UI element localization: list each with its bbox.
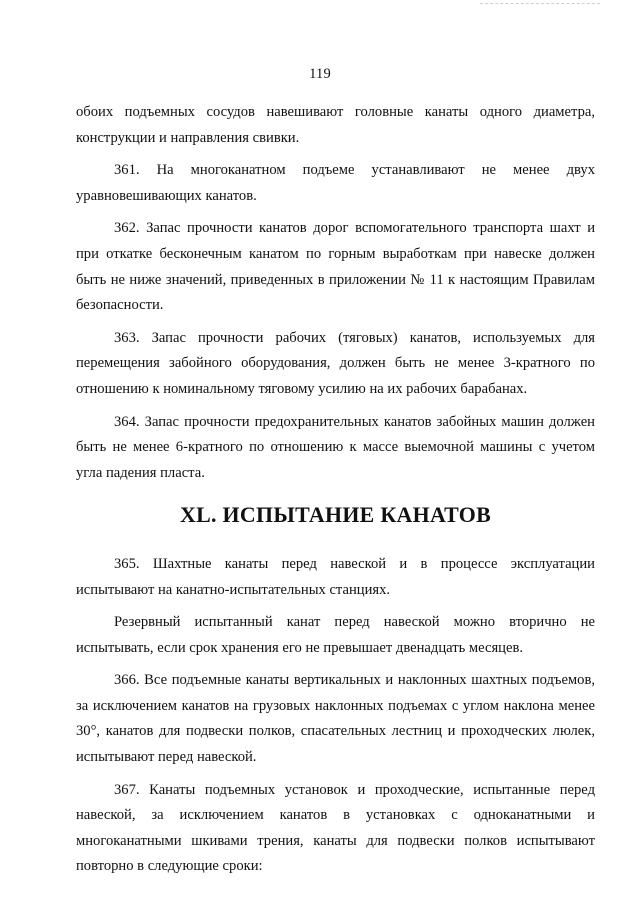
page-number: 119	[309, 66, 331, 82]
paragraph-365-reserve: Резервный испытанный канат перед навеской можно вторично не испытывать, если срок хранения его не превышает двенадцать месяцев.	[76, 614, 595, 656]
paragraph-363: 363. Запас прочности рабочих (тяговых) канатов, используемых для перемещения забойного оборудования, должен быть не менее 3-кратного по отношению к номинальному тяговому усилию на их рабочих барабанах.	[76, 329, 595, 397]
paragraph-362: 362. Запас прочности канатов дорог вспомогательного транспорта шахт и при откатке бесконечным канатом по горным выработкам при навеске должен быть не ниже значений, приведенных в приложении № 11 к настоящим Правилам безопасности.	[76, 220, 595, 314]
paragraph-continuation: обоих подъемных сосудов навешивают головные канаты одного диаметра, конструкции и направления свивки.	[76, 104, 595, 146]
paragraph-361: 361. На многоканатном подъеме устанавливают не менее двух уравновешивающих канатов.	[76, 162, 595, 204]
paragraph-367: 367. Канаты подъемных установок и проходческие, испытанные перед навеской, за исключением канатов в установках с одноканатными и многоканатными шкивами трения, канаты для подвески полков испытывают повторно в следующие сроки:	[76, 781, 595, 875]
section-heading: XL. ИСПЫТАНИЕ КАНАТОВ	[180, 502, 491, 528]
paragraph-365: 365. Шахтные канаты перед навеской и в процессе эксплуатации испытывают на канатно-испытательных станциях.	[76, 555, 595, 598]
scan-artifact	[480, 3, 600, 6]
page-body	[76, 100, 595, 880]
paragraph-364: 364. Запас прочности предохранительных канатов забойных машин должен быть не менее 6-кратного по отношению к массе выемочной машины с учетом угла падения пласта.	[76, 413, 595, 481]
paragraph-366: 366. Все подъемные канаты вертикальных и наклонных шахтных подъемов, за исключением канатов на грузовых наклонных подъемах с углом наклона менее 30°, канатов для подвески полков, спасательных лестниц и проходческих люлек, испытывают перед навеской.	[76, 672, 595, 766]
